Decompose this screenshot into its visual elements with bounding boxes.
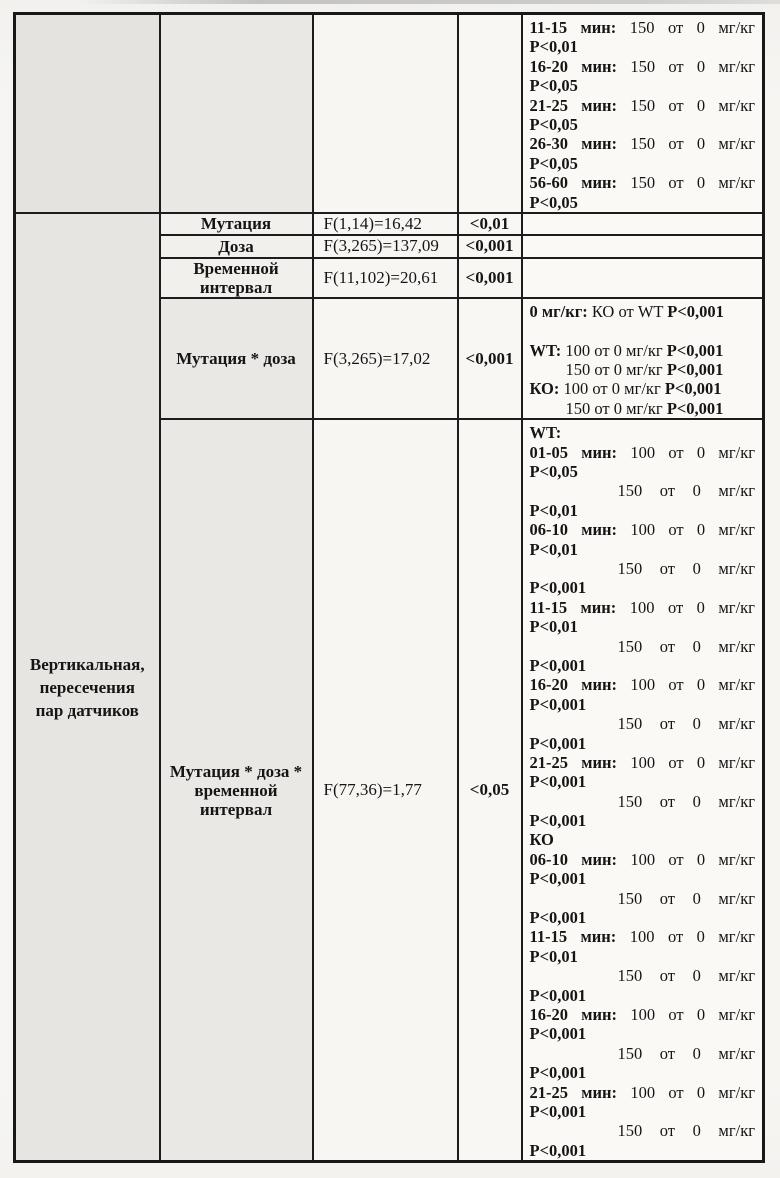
posthoc-word: Р<0,001 <box>529 811 587 831</box>
posthoc-line <box>530 443 756 462</box>
posthoc-line <box>530 1024 756 1043</box>
posthoc-word: Р<0,001 <box>529 1063 587 1083</box>
factor-group-line: Вертикальная, <box>29 654 145 674</box>
posthoc-line <box>530 302 756 321</box>
posthoc-word: 0 <box>696 18 705 37</box>
posthoc-word: от <box>659 966 676 986</box>
posthoc-word: от <box>668 95 684 115</box>
posthoc-word: 150 <box>617 791 643 811</box>
posthoc-line <box>530 753 756 772</box>
posthoc-line <box>530 96 756 115</box>
posthoc-word: мг/кг <box>718 675 755 695</box>
posthoc-word: мг/кг <box>718 558 755 578</box>
posthoc-line <box>530 360 756 379</box>
posthoc-word: от <box>659 558 676 578</box>
posthoc-word: Р<0,001 <box>666 360 724 380</box>
posthoc-word: мг/кг <box>718 927 755 947</box>
posthoc-line <box>530 481 756 500</box>
posthoc-word: мин: <box>581 95 618 115</box>
posthoc-line <box>530 341 756 360</box>
posthoc-line <box>530 134 756 153</box>
posthoc-word: от <box>668 1004 684 1024</box>
factor-cell: Мутация <box>160 213 313 235</box>
posthoc-line <box>530 540 756 559</box>
posthoc-line <box>530 76 756 95</box>
posthoc-cell <box>522 258 764 298</box>
posthoc-line <box>530 1005 756 1024</box>
posthoc-word: мг/кг <box>718 849 755 869</box>
posthoc-line <box>530 578 756 597</box>
posthoc-word: мг/кг <box>718 966 755 986</box>
posthoc-word: мг/кг <box>718 597 755 617</box>
posthoc-word: мг/кг <box>718 1004 755 1024</box>
factor-cell: Мутация * доза <box>160 298 313 419</box>
posthoc-word: мин: <box>581 56 618 76</box>
posthoc-word: 150 <box>630 56 656 76</box>
posthoc-line <box>530 811 756 830</box>
posthoc-word: от <box>668 1082 684 1102</box>
posthoc-line <box>530 714 756 733</box>
posthoc-word: от <box>659 636 676 656</box>
posthoc-word: Р<0,001 <box>529 1101 587 1121</box>
posthoc-word: 0 <box>696 1004 706 1024</box>
posthoc-word: 0 <box>692 791 701 811</box>
posthoc-line <box>530 1102 756 1121</box>
posthoc-word: 100 <box>630 849 656 869</box>
posthoc-word: КО <box>529 830 554 850</box>
posthoc-word: Р<0,001 <box>529 772 587 792</box>
posthoc-word: 150 <box>617 714 643 734</box>
posthoc-word: Р<0,001 <box>666 340 724 360</box>
posthoc-word: мин: <box>581 134 618 154</box>
posthoc-word: Р<0,001 <box>529 733 587 753</box>
posthoc-word: Р<0,01 <box>529 946 578 966</box>
posthoc-word: 100 от 0 мг/кг <box>565 340 663 360</box>
posthoc-word: мг/кг <box>718 442 755 462</box>
posthoc-word: мин: <box>581 1004 618 1024</box>
posthoc-line <box>530 1083 756 1102</box>
posthoc-word: от <box>659 791 676 811</box>
posthoc-word: 0 <box>696 849 706 869</box>
posthoc-word: мг/кг <box>718 791 755 811</box>
posthoc-word: от <box>668 849 684 869</box>
posthoc-line <box>530 520 756 539</box>
posthoc-word: мин: <box>581 520 618 540</box>
posthoc-word: мин: <box>580 597 617 617</box>
posthoc-word: 0 <box>696 675 706 695</box>
posthoc-word: мг/кг <box>718 95 755 115</box>
carryover-group-cell <box>15 14 160 213</box>
posthoc-word: 150 от 0 мг/кг <box>565 398 663 418</box>
posthoc-line <box>530 850 756 869</box>
posthoc-line <box>530 986 756 1005</box>
posthoc-word: от <box>659 481 676 501</box>
posthoc-word: от <box>668 56 684 76</box>
posthoc-word: 100 <box>630 1004 656 1024</box>
posthoc-line <box>530 889 756 908</box>
posthoc-line <box>530 675 756 694</box>
posthoc-word: 0 <box>692 888 701 908</box>
posthoc-line <box>530 57 756 76</box>
posthoc-word: WT: <box>529 340 562 360</box>
posthoc-word: Р<0,01 <box>529 617 578 637</box>
p-value-cell: <0,001 <box>458 298 522 419</box>
posthoc-word: 150 <box>617 1043 643 1063</box>
posthoc-word: от <box>659 1121 676 1141</box>
posthoc-word: Р<0,05 <box>529 192 578 212</box>
posthoc-word: Р<0,001 <box>529 694 587 714</box>
posthoc-cell <box>522 419 764 1161</box>
posthoc-word: от <box>668 442 684 462</box>
posthoc-word: 0 <box>696 95 706 115</box>
posthoc-word: 150 <box>617 1121 643 1141</box>
posthoc-word: мг/кг <box>718 636 755 656</box>
posthoc-word: от <box>659 888 676 908</box>
posthoc-word: 11-15 <box>529 927 568 947</box>
posthoc-word: мг/кг <box>718 481 755 501</box>
posthoc-line <box>530 18 756 37</box>
p-value-cell: <0,01 <box>458 213 522 235</box>
posthoc-line <box>530 966 756 985</box>
posthoc-word: 0 <box>696 56 706 76</box>
posthoc-word: Р<0,001 <box>529 985 587 1005</box>
posthoc-line <box>530 1141 756 1160</box>
posthoc-word: Р<0,001 <box>529 869 587 889</box>
posthoc-word: Р<0,01 <box>529 37 578 57</box>
posthoc-word: Р<0,001 <box>664 379 722 399</box>
posthoc-word: 06-10 <box>529 520 568 540</box>
posthoc-word: 0 <box>696 927 705 947</box>
posthoc-word: 0 <box>692 1043 701 1063</box>
posthoc-word: мг/кг <box>718 520 755 540</box>
posthoc-word: 21-25 <box>529 752 568 772</box>
f-value-cell: F(11,102)=20,61 <box>313 258 458 298</box>
posthoc-word: Р<0,001 <box>529 655 587 675</box>
posthoc-word: мг/кг <box>718 18 755 37</box>
carryover-f-cell <box>313 14 458 213</box>
posthoc-word: КО: <box>529 379 560 399</box>
posthoc-word: 150 <box>630 173 656 193</box>
posthoc-word: 150 <box>617 558 643 578</box>
posthoc-word: Р<0,001 <box>529 1024 587 1044</box>
f-value-cell: F(3,265)=17,02 <box>313 298 458 419</box>
posthoc-word: Р<0,001 <box>529 908 587 928</box>
posthoc-word: Р<0,05 <box>529 462 578 482</box>
posthoc-word: мин: <box>581 173 618 193</box>
posthoc-line <box>530 617 756 636</box>
posthoc-word: мин: <box>581 675 618 695</box>
posthoc-word: 100 <box>630 442 656 462</box>
posthoc-word: 06-10 <box>529 849 568 869</box>
posthoc-word: 150 <box>630 95 656 115</box>
posthoc-word: от <box>667 597 684 617</box>
posthoc-word: 150 <box>617 636 643 656</box>
stat-row <box>15 213 764 235</box>
posthoc-word: от <box>668 134 684 154</box>
posthoc-word: от <box>668 675 684 695</box>
posthoc-word: 150 от 0 мг/кг <box>565 360 663 380</box>
posthoc-word: мг/кг <box>718 1043 755 1063</box>
posthoc-word: мг/кг <box>718 134 755 154</box>
posthoc-word: мг/кг <box>718 56 755 76</box>
posthoc-word: Р<0,05 <box>529 153 578 173</box>
posthoc-word: мин: <box>581 442 618 462</box>
posthoc-word: 100 <box>630 520 656 540</box>
posthoc-word: мг/кг <box>718 714 755 734</box>
posthoc-word: мг/кг <box>718 1082 755 1102</box>
posthoc-word: от <box>659 714 676 734</box>
f-value-cell: F(1,14)=16,42 <box>313 213 458 235</box>
f-value-cell: F(77,36)=1,77 <box>313 419 458 1161</box>
posthoc-word: 0 <box>696 597 705 617</box>
factor-cell: Доза <box>160 235 313 258</box>
posthoc-word: от <box>668 173 684 193</box>
posthoc-line <box>530 598 756 617</box>
posthoc-line <box>530 399 756 418</box>
factor-group-cell <box>15 213 160 1162</box>
posthoc-line <box>530 1121 756 1140</box>
carryover-row <box>15 14 764 213</box>
posthoc-line <box>530 927 756 946</box>
posthoc-word: 16-20 <box>529 675 568 695</box>
posthoc-word: 0 <box>692 636 701 656</box>
posthoc-line <box>530 637 756 656</box>
posthoc-line <box>530 559 756 578</box>
posthoc-line <box>530 830 756 849</box>
posthoc-word: 0 мг/кг: <box>529 301 588 321</box>
factor-group-line: пересечения <box>39 677 135 697</box>
posthoc-word: 150 <box>630 134 656 154</box>
posthoc-word: мин: <box>580 18 617 37</box>
posthoc-line <box>530 501 756 520</box>
factor-group-line: пар датчиков <box>35 700 139 720</box>
posthoc-line <box>530 869 756 888</box>
posthoc-line <box>530 115 756 134</box>
posthoc-word: 100 <box>630 1082 656 1102</box>
posthoc-word: мг/кг <box>718 173 755 193</box>
posthoc-word: 150 <box>617 966 643 986</box>
posthoc-line <box>530 462 756 481</box>
posthoc-cell <box>522 298 764 419</box>
posthoc-line <box>530 908 756 927</box>
posthoc-line <box>530 193 756 212</box>
posthoc-word: мг/кг <box>718 888 755 908</box>
posthoc-word: мин: <box>581 849 618 869</box>
carryover-p-cell <box>458 14 522 213</box>
posthoc-word: Р<0,001 <box>529 578 587 598</box>
posthoc-word: 0 <box>696 1082 706 1102</box>
posthoc-word: 150 <box>617 481 643 501</box>
posthoc-word: 150 <box>617 888 643 908</box>
scan-edge-artifact <box>80 0 780 4</box>
posthoc-word: 21-25 <box>529 1082 568 1102</box>
factor-cell: Временной интервал <box>160 258 313 298</box>
posthoc-word: Р<0,05 <box>529 76 578 96</box>
posthoc-line <box>530 37 756 56</box>
posthoc-word: мин: <box>580 927 617 947</box>
posthoc-word: 100 <box>630 675 656 695</box>
posthoc-word: WT: <box>529 423 562 443</box>
posthoc-word: 0 <box>696 134 706 154</box>
p-value-cell: <0,001 <box>458 258 522 298</box>
posthoc-word: 0 <box>696 520 706 540</box>
anova-results-table <box>13 12 765 1163</box>
posthoc-word: 100 <box>629 927 655 947</box>
factor-cell: Мутация * доза * временной интервал <box>160 419 313 1161</box>
posthoc-word: Р<0,05 <box>529 114 578 134</box>
posthoc-word: 56-60 <box>529 173 568 193</box>
posthoc-word: от <box>667 927 684 947</box>
posthoc-word: 0 <box>692 966 701 986</box>
posthoc-word: Р<0,001 <box>666 398 724 418</box>
posthoc-line <box>530 1063 756 1082</box>
posthoc-word: от <box>668 752 684 772</box>
posthoc-word: 0 <box>696 752 706 772</box>
posthoc-word: Р<0,001 <box>529 1140 587 1160</box>
posthoc-word: 150 <box>629 18 655 37</box>
posthoc-word: 0 <box>696 442 706 462</box>
posthoc-line <box>530 321 756 340</box>
posthoc-word: мг/кг <box>718 1121 755 1141</box>
posthoc-word: мин: <box>581 752 618 772</box>
p-value-cell: <0,001 <box>458 235 522 258</box>
posthoc-word: Р<0,01 <box>529 539 578 559</box>
posthoc-word: 0 <box>696 173 706 193</box>
p-value-cell: <0,05 <box>458 419 522 1161</box>
posthoc-word: 0 <box>692 558 701 578</box>
carryover-factor-cell <box>160 14 313 213</box>
posthoc-word: 01-05 <box>529 442 568 462</box>
posthoc-line <box>530 792 756 811</box>
posthoc-cell <box>522 213 764 235</box>
posthoc-word: 100 <box>630 752 656 772</box>
posthoc-line <box>530 734 756 753</box>
posthoc-line <box>530 772 756 791</box>
posthoc-line <box>530 656 756 675</box>
posthoc-word: 11-15 <box>529 597 568 617</box>
posthoc-word: 21-25 <box>529 95 568 115</box>
posthoc-line <box>530 695 756 714</box>
posthoc-word: мин: <box>581 1082 618 1102</box>
posthoc-word: мг/кг <box>718 752 755 772</box>
f-value-cell: F(3,265)=137,09 <box>313 235 458 258</box>
posthoc-word: 11-15 <box>529 18 568 37</box>
posthoc-cell <box>522 235 764 258</box>
posthoc-word: 100 от 0 мг/кг <box>563 379 661 399</box>
posthoc-word: 0 <box>692 714 701 734</box>
posthoc-word: от <box>668 520 684 540</box>
posthoc-word: Р<0,001 <box>667 301 724 321</box>
posthoc-line <box>530 379 756 398</box>
posthoc-word: 16-20 <box>529 1004 568 1024</box>
posthoc-line <box>530 947 756 966</box>
posthoc-word: 26-30 <box>529 134 568 154</box>
posthoc-word: 0 <box>692 1121 701 1141</box>
posthoc-word: 16-20 <box>529 56 568 76</box>
posthoc-word: КО от WT <box>591 301 664 321</box>
posthoc-word: 0 <box>692 481 701 501</box>
posthoc-word: от <box>667 18 684 37</box>
posthoc-line <box>530 154 756 173</box>
posthoc-cell <box>522 14 764 213</box>
posthoc-word: от <box>659 1043 676 1063</box>
posthoc-line <box>530 423 756 442</box>
posthoc-word: Р<0,01 <box>529 500 578 520</box>
posthoc-line <box>530 1044 756 1063</box>
posthoc-word: 100 <box>629 597 655 617</box>
posthoc-line <box>530 173 756 192</box>
